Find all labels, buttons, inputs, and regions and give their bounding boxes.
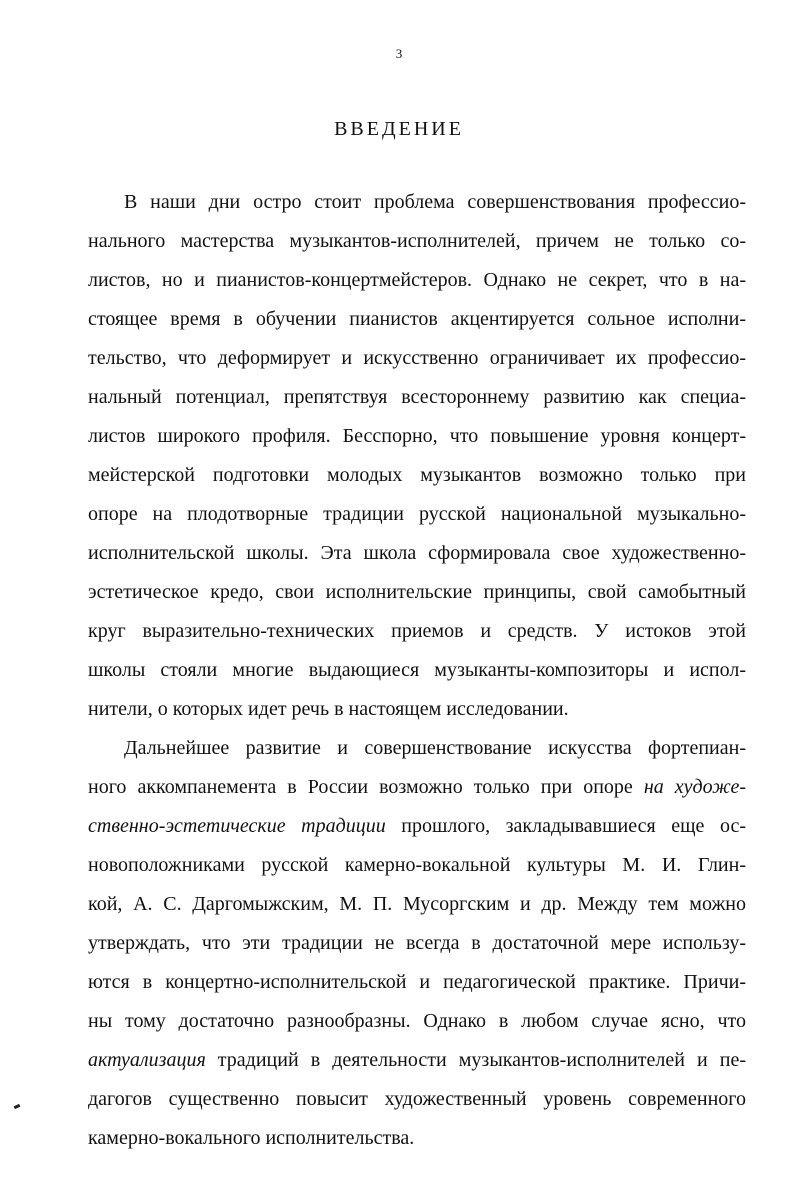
text-line: дагогов существенно повысит художественный уровень современного [88, 1088, 746, 1110]
scan-mark [14, 1104, 21, 1109]
text-line [88, 774, 746, 800]
page-title: ВВЕДЕНИЕ [334, 118, 464, 140]
italic-emphasis: ственно-эстетические традиции [88, 815, 386, 837]
text-line: круг выразительно-технических приемов и средств. У истоков этой [88, 620, 746, 642]
text-line: Дальнейшее развитие и совершенствование искусства фортепиан- [124, 737, 746, 759]
text-line: стоящее время в обучении пианистов акцентируется сольное исполни- [88, 308, 746, 330]
italic-emphasis: актуализация [88, 1049, 206, 1071]
text-segment: традиций в деятельности музыкантов-исполнителей и пе- [205, 1049, 746, 1071]
text-line: мейстерской подготовки молодых музыкантов возможно только при [88, 464, 746, 486]
text-line: нители, о которых идет речь в настоящем исследовании. [88, 698, 569, 720]
text-line: ны тому достаточно разнообразны. Однако в любом случае ясно, что [88, 1010, 746, 1032]
text-line: исполнительской школы. Эта школа сформировала свое художественно- [88, 542, 746, 564]
text-line: В наши дни остро стоит проблема совершенствования профессио- [124, 191, 746, 213]
text-line [88, 1047, 746, 1073]
text-segment: ного аккомпанемента в России возможно только при опоре [88, 776, 644, 798]
text-line: нального мастерства музыкантов-исполнителей, причем не только со- [88, 230, 746, 252]
text-line: камерно-вокального исполнительства. [88, 1127, 415, 1149]
text-segment: прошлого, закладывавшиеся еще ос- [385, 815, 746, 837]
text-line: новоположниками русской камерно-вокальной культуры М. И. Глин- [88, 854, 746, 876]
italic-emphasis: на художе- [643, 776, 746, 798]
text-line: опоре на плодотворные традиции русской национальной музыкально- [88, 503, 746, 525]
text-line: листов широкого профиля. Бесспорно, что повышение уровня концерт- [88, 425, 746, 447]
text-line: кой, А. С. Даргомыжским, М. П. Мусоргским и др. Между тем можно [88, 893, 746, 915]
text-line: эстетическое кредо, свои исполнительские принципы, свой самобытный [88, 581, 746, 603]
text-line: ются в концертно-исполнительской и педагогической практике. Причи- [88, 971, 746, 993]
text-line: школы стояли многие выдающиеся музыканты-композиторы и испол- [88, 659, 746, 681]
text-line: листов, но и пианистов-концертмейстеров. Однако не секрет, что в на- [88, 269, 746, 291]
page-number: 3 [395, 46, 403, 61]
text-line: нальный потенциал, препятствуя всестороннему развитию как специа- [88, 386, 746, 408]
text-line [88, 813, 746, 839]
text-line: утверждать, что эти традиции не всегда в достаточной мере использу- [88, 932, 746, 954]
text-line: тельство, что деформирует и искусственно ограничивает их профессио- [88, 347, 746, 369]
